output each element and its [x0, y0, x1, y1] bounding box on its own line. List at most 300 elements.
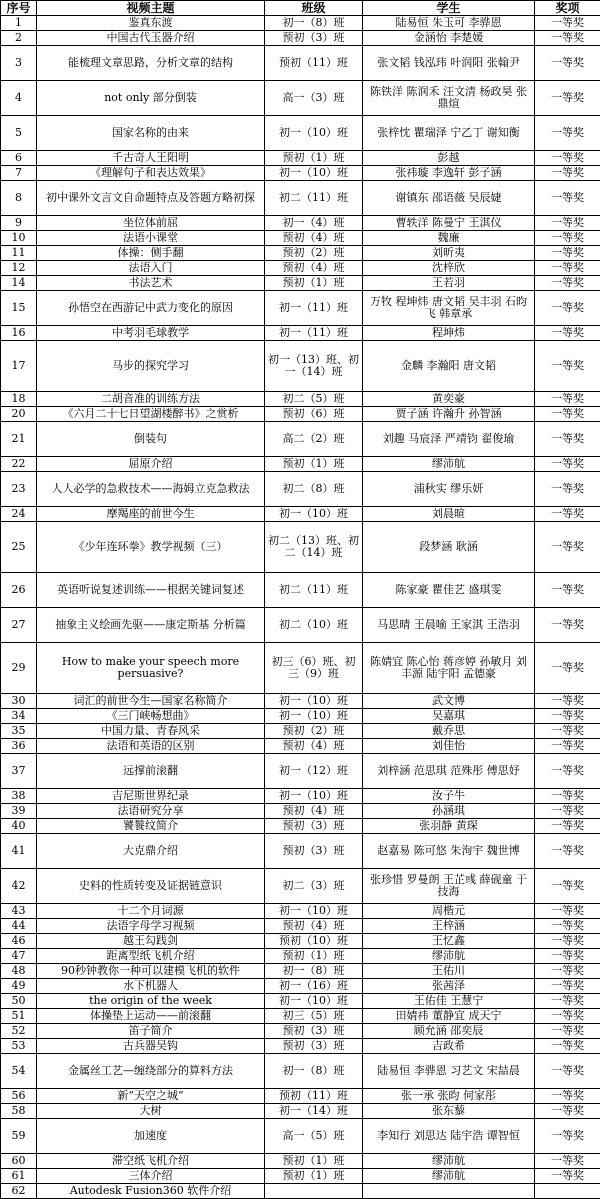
cell-topic: 能梳理文章思路，分析文章的结构	[37, 46, 265, 81]
table-row	[1, 789, 600, 804]
table-row	[1, 1119, 600, 1154]
cell-students: 吴嘉琪	[363, 709, 535, 724]
cell-class: 初一（10）班	[265, 507, 363, 522]
cell-no: 50	[1, 994, 37, 1009]
cell-students: 马思晴 王晨喻 王家淇 王浩羽	[363, 608, 535, 643]
cell-students: 顾允涵 邵奕辰	[363, 1024, 535, 1039]
cell-award: 一等奖	[535, 1054, 600, 1089]
cell-class: 初二（13）班、初二（14）班	[265, 522, 363, 573]
table-body	[1, 16, 600, 1199]
cell-students: 刘昕夷	[363, 246, 535, 261]
cell-class: 初一（8）班	[265, 1054, 363, 1089]
table-row	[1, 709, 600, 724]
cell-no: 24	[1, 507, 37, 522]
cell-no: 23	[1, 472, 37, 507]
cell-award: 一等奖	[535, 904, 600, 919]
cell-students: 张一承 张昀 何家彤	[363, 1089, 535, 1104]
cell-award: 一等奖	[535, 819, 600, 834]
cell-no: 15	[1, 291, 37, 326]
table-row	[1, 1089, 600, 1104]
cell-topic: 《少年连环拳》教学视频（三）	[37, 522, 265, 573]
cell-topic: 十二个月词源	[37, 904, 265, 919]
cell-no: 18	[1, 392, 37, 407]
cell-award: 一等奖	[535, 834, 600, 869]
cell-topic: 鉴真东渡	[37, 16, 265, 31]
cell-award: 一等奖	[535, 869, 600, 904]
cell-students: 金麟 李瀚阳 唐文韬	[363, 341, 535, 392]
cell-topic: 三体介绍	[37, 1169, 265, 1184]
cell-students: 张东藜	[363, 1104, 535, 1119]
cell-class: 预初（3）班	[265, 31, 363, 46]
table-row	[1, 261, 600, 276]
table-row	[1, 81, 600, 116]
cell-class: 预初（3）班	[265, 819, 363, 834]
table-row	[1, 834, 600, 869]
cell-students: 陆易恒 朱玉可 李骅恩	[363, 16, 535, 31]
cell-topic: 法语字母学习视频	[37, 919, 265, 934]
cell-award: 一等奖	[535, 1089, 600, 1104]
cell-topic: 中考羽毛球教学	[37, 326, 265, 341]
cell-students: 刘佳怡	[363, 739, 535, 754]
cell-no: 25	[1, 522, 37, 573]
table-row	[1, 216, 600, 231]
cell-class: 预初（3）班	[265, 834, 363, 869]
cell-students: 李知行 刘思达 陆宇浩 谭智恒	[363, 1119, 535, 1154]
table-row	[1, 1054, 600, 1089]
cell-award: 一等奖	[535, 739, 600, 754]
cell-students: 王佑佳 王慧宁	[363, 994, 535, 1009]
cell-topic: 中国古代玉器介绍	[37, 31, 265, 46]
cell-students: 贾子涵 许瀚升 孙智涵	[363, 407, 535, 422]
cell-students: 王忆鑫	[363, 934, 535, 949]
cell-topic: 倒装句	[37, 422, 265, 457]
cell-award: 一等奖	[535, 919, 600, 934]
cell-no: 39	[1, 804, 37, 819]
cell-no: 56	[1, 1089, 37, 1104]
cell-award: 一等奖	[535, 166, 600, 181]
cell-topic: 加速度	[37, 1119, 265, 1154]
cell-award: 一等奖	[535, 507, 600, 522]
cell-class: 高一（3）班	[265, 81, 363, 116]
cell-award: 一等奖	[535, 216, 600, 231]
table-row	[1, 422, 600, 457]
cell-class: 初三（6）班、初三（9）班	[265, 643, 363, 694]
cell-students: 张珍惜 罗曼朗 王芷彧 薛砚童 于技海	[363, 869, 535, 904]
cell-students: 曹轶洋 陈曼宁 王淇仪	[363, 216, 535, 231]
cell-students: 黄奕豪	[363, 392, 535, 407]
cell-students: 吉政希	[363, 1039, 535, 1054]
cell-topic: 《理解句子和表达效果》	[37, 166, 265, 181]
cell-topic: 史料的性质转变及证据链意识	[37, 869, 265, 904]
cell-award: 一等奖	[535, 31, 600, 46]
cell-topic: How to make your speech more persuasive?	[37, 643, 265, 694]
cell-class: 预初（1）班	[265, 949, 363, 964]
cell-class: 预初（11）班	[265, 46, 363, 81]
cell-no: 5	[1, 116, 37, 151]
cell-topic: 书法艺术	[37, 276, 265, 291]
table-row	[1, 964, 600, 979]
cell-no: 51	[1, 1009, 37, 1024]
table-row	[1, 16, 600, 31]
cell-no: 3	[1, 46, 37, 81]
cell-students: 陈家豪 瞿佳艺 盛琪雯	[363, 573, 535, 608]
cell-class: 高一（5）班	[265, 1119, 363, 1154]
cell-class: 初二（3）班	[265, 869, 363, 904]
cell-students: 缪沛航	[363, 1154, 535, 1169]
cell-class: 初一（14）班	[265, 1104, 363, 1119]
cell-class: 初二（10）班	[265, 608, 363, 643]
cell-class: 初一（10）班	[265, 789, 363, 804]
cell-award: 一等奖	[535, 246, 600, 261]
cell-topic: 马步的探究学习	[37, 341, 265, 392]
cell-no: 21	[1, 422, 37, 457]
cell-class: 初一（16）班	[265, 979, 363, 994]
table-row	[1, 1184, 600, 1199]
cell-class: 初一（10）班	[265, 694, 363, 709]
cell-topic: 远撑前滚翻	[37, 754, 265, 789]
cell-no: 36	[1, 739, 37, 754]
cell-students: 陈铁洋 陈润禾 汪文清 杨政昊 张鼎煊	[363, 81, 535, 116]
cell-students: 沈梓欣	[363, 261, 535, 276]
cell-topic: 法语入门	[37, 261, 265, 276]
table-row	[1, 116, 600, 151]
cell-students: 王梓涵	[363, 919, 535, 934]
cell-no: 10	[1, 231, 37, 246]
cell-topic: 距离型纸飞机介绍	[37, 949, 265, 964]
table-row	[1, 246, 600, 261]
cell-topic: 水下机器人	[37, 979, 265, 994]
cell-no: 30	[1, 694, 37, 709]
cell-class: 高二（2）班	[265, 422, 363, 457]
cell-no: 49	[1, 979, 37, 994]
table-row	[1, 31, 600, 46]
cell-award: 一等奖	[535, 754, 600, 789]
cell-award: 一等奖	[535, 81, 600, 116]
cell-no: 60	[1, 1154, 37, 1169]
table-row	[1, 291, 600, 326]
cell-award: 一等奖	[535, 407, 600, 422]
table-header-row	[1, 1, 600, 16]
cell-no: 40	[1, 819, 37, 834]
table-row	[1, 46, 600, 81]
cell-award: 一等奖	[535, 1009, 600, 1024]
cell-class: 预初（1）班	[265, 276, 363, 291]
cell-no: 53	[1, 1039, 37, 1054]
cell-award: 一等奖	[535, 964, 600, 979]
table-row	[1, 472, 600, 507]
cell-award: 一等奖	[535, 789, 600, 804]
cell-students: 刘梓涵 范思琪 范殊彤 傅思妤	[363, 754, 535, 789]
table-row	[1, 739, 600, 754]
table-row	[1, 643, 600, 694]
cell-topic: 吉尼斯世界纪录	[37, 789, 265, 804]
cell-no: 37	[1, 754, 37, 789]
table-row	[1, 1039, 600, 1054]
cell-award: 一等奖	[535, 16, 600, 31]
cell-class: 初一（4）班	[265, 216, 363, 231]
cell-students: 王若羽	[363, 276, 535, 291]
cell-award: 一等奖	[535, 724, 600, 739]
cell-class: 初一（10）班	[265, 116, 363, 151]
cell-no: 9	[1, 216, 37, 231]
table-row	[1, 1169, 600, 1184]
cell-award: 一等奖	[535, 181, 600, 216]
cell-award: 一等奖	[535, 608, 600, 643]
cell-topic: 初中课外文言文自命题特点及答题方略初探	[37, 181, 265, 216]
cell-no: 41	[1, 834, 37, 869]
cell-class: 初一（8）班	[265, 964, 363, 979]
cell-no: 27	[1, 608, 37, 643]
cell-students: 段梦涵 耿涵	[363, 522, 535, 573]
cell-class: 预初（4）班	[265, 231, 363, 246]
table-row	[1, 522, 600, 573]
cell-topic: 大树	[37, 1104, 265, 1119]
cell-class: 预初（1）班	[265, 1169, 363, 1184]
cell-class: 预初（3）班	[265, 1039, 363, 1054]
table-row	[1, 919, 600, 934]
cell-topic: 《六月二十七日望湖楼醉书》之赏析	[37, 407, 265, 422]
cell-topic: 英语听说复述训练——根据关键词复述	[37, 573, 265, 608]
header-students: 学生	[363, 1, 535, 16]
cell-no: 29	[1, 643, 37, 694]
cell-students: 周楷元	[363, 904, 535, 919]
cell-students: 张祎璇 李逸轩 彭子涵	[363, 166, 535, 181]
table-row	[1, 166, 600, 181]
table-row	[1, 608, 600, 643]
cell-topic: 法语研究分享	[37, 804, 265, 819]
cell-topic: 国家名称的由来	[37, 116, 265, 151]
cell-award: 一等奖	[535, 1024, 600, 1039]
cell-class: 预初（2）班	[265, 724, 363, 739]
cell-students: 孙涵琪	[363, 804, 535, 819]
cell-class: 初一（12）班	[265, 754, 363, 789]
cell-students: 魏廉	[363, 231, 535, 246]
cell-no: 42	[1, 869, 37, 904]
header-topic: 视频主题	[37, 1, 265, 16]
cell-award: 一等奖	[535, 804, 600, 819]
cell-class: 预初（11）班	[265, 1089, 363, 1104]
cell-topic: 饕餮纹简介	[37, 819, 265, 834]
cell-students: 张文韬 钱泓玮 叶润阳 张翰尹	[363, 46, 535, 81]
cell-class: 初一（11）班	[265, 291, 363, 326]
cell-no: 6	[1, 151, 37, 166]
cell-class: 预初（4）班	[265, 804, 363, 819]
cell-no: 14	[1, 276, 37, 291]
cell-award: 一等奖	[535, 573, 600, 608]
cell-award: 一等奖	[535, 709, 600, 724]
cell-topic: 摩羯座的前世今生	[37, 507, 265, 522]
cell-no: 34	[1, 709, 37, 724]
cell-award: 一等奖	[535, 46, 600, 81]
cell-students: 陈婧宜 陈心怡 蒋彦婷 孙敏月 刘丰源 陆宇阳 孟德豪	[363, 643, 535, 694]
cell-no: 58	[1, 1104, 37, 1119]
table-row	[1, 934, 600, 949]
cell-class: 初一（11）班	[265, 326, 363, 341]
cell-students: 张茜泽	[363, 979, 535, 994]
cell-students: 田婧祎 董静宜 成天宁	[363, 1009, 535, 1024]
table-row	[1, 392, 600, 407]
cell-award: 一等奖	[535, 934, 600, 949]
table-row	[1, 507, 600, 522]
table-row	[1, 341, 600, 392]
cell-no: 48	[1, 964, 37, 979]
cell-no: 22	[1, 457, 37, 472]
cell-no: 38	[1, 789, 37, 804]
cell-award	[535, 1184, 600, 1199]
cell-award: 一等奖	[535, 116, 600, 151]
table-row	[1, 1009, 600, 1024]
cell-award: 一等奖	[535, 1039, 600, 1054]
cell-no: 54	[1, 1054, 37, 1089]
table-row	[1, 457, 600, 472]
cell-students	[363, 1184, 535, 1199]
cell-students: 谢镇东 邵语薇 吴辰婕	[363, 181, 535, 216]
cell-class: 预初（1）班	[265, 151, 363, 166]
table-row	[1, 869, 600, 904]
cell-topic: 法语和英语的区别	[37, 739, 265, 754]
cell-award: 一等奖	[535, 1119, 600, 1154]
cell-award: 一等奖	[535, 1169, 600, 1184]
cell-topic: 体操垫上运动——前滚翻	[37, 1009, 265, 1024]
cell-topic: 越王勾践剑	[37, 934, 265, 949]
cell-no: 8	[1, 181, 37, 216]
cell-no: 16	[1, 326, 37, 341]
cell-topic: 法语小课堂	[37, 231, 265, 246]
cell-class: 预初（2）班	[265, 246, 363, 261]
cell-topic: 滞空纸飞机介绍	[37, 1154, 265, 1169]
cell-class: 初三（5）班	[265, 1009, 363, 1024]
cell-students: 程坤炜	[363, 326, 535, 341]
cell-award: 一等奖	[535, 457, 600, 472]
cell-class: 初一（10）班	[265, 994, 363, 1009]
cell-class: 初一（10）班	[265, 166, 363, 181]
cell-no: 20	[1, 407, 37, 422]
cell-topic: 千古奇人王阳明	[37, 151, 265, 166]
cell-award: 一等奖	[535, 949, 600, 964]
cell-students: 戴乔思	[363, 724, 535, 739]
cell-students: 彭越	[363, 151, 535, 166]
cell-award: 一等奖	[535, 326, 600, 341]
cell-no: 12	[1, 261, 37, 276]
cell-topic: 《三门峡畅想曲》	[37, 709, 265, 724]
table-row	[1, 1154, 600, 1169]
cell-class: 初一（8）班	[265, 16, 363, 31]
cell-topic: 新“天空之城”	[37, 1089, 265, 1104]
cell-no: 61	[1, 1169, 37, 1184]
cell-award: 一等奖	[535, 261, 600, 276]
cell-no: 26	[1, 573, 37, 608]
cell-class: 预初（4）班	[265, 261, 363, 276]
cell-award: 一等奖	[535, 472, 600, 507]
cell-class: 预初（1）班	[265, 457, 363, 472]
cell-students: 缪沛航	[363, 457, 535, 472]
cell-class: 初二（11）班	[265, 181, 363, 216]
table-row	[1, 949, 600, 964]
cell-award: 一等奖	[535, 392, 600, 407]
cell-students: 陆易恒 李骅恩 习艺文 宋喆晨	[363, 1054, 535, 1089]
table-row	[1, 407, 600, 422]
cell-class: 初一（10）班	[265, 709, 363, 724]
cell-topic: 金属丝工艺—缠绕部分的算料方法	[37, 1054, 265, 1089]
cell-no: 59	[1, 1119, 37, 1154]
cell-award: 一等奖	[535, 1104, 600, 1119]
cell-class: 初一（13）班、初一（14）班	[265, 341, 363, 392]
cell-award: 一等奖	[535, 694, 600, 709]
cell-topic: 抽象主义绘画先驱——康定斯基 分析篇	[37, 608, 265, 643]
cell-no: 35	[1, 724, 37, 739]
table-row	[1, 231, 600, 246]
cell-students: 刘趣 马宸泽 严靖钧 翟俊瑜	[363, 422, 535, 457]
cell-class: 预初（4）班	[265, 739, 363, 754]
cell-award: 一等奖	[535, 151, 600, 166]
cell-topic: the origin of the week	[37, 994, 265, 1009]
cell-class: 初一（10）班	[265, 904, 363, 919]
cell-topic: 屈原介绍	[37, 457, 265, 472]
cell-award: 一等奖	[535, 1154, 600, 1169]
cell-class: 预初（3）班	[265, 1024, 363, 1039]
cell-students: 张梓忱 瞿瑞泽 宁乙丁 谢知衡	[363, 116, 535, 151]
cell-students: 缪沛航	[363, 949, 535, 964]
cell-class	[265, 1184, 363, 1199]
cell-class: 初二（8）班	[265, 472, 363, 507]
table-row	[1, 151, 600, 166]
cell-no: 7	[1, 166, 37, 181]
table-row	[1, 326, 600, 341]
cell-award: 一等奖	[535, 276, 600, 291]
header-no: 序号	[1, 1, 37, 16]
table-row	[1, 694, 600, 709]
table-row	[1, 819, 600, 834]
header-class: 班级	[265, 1, 363, 16]
cell-class: 预初（4）班	[265, 919, 363, 934]
cell-class: 预初（1）班	[265, 1154, 363, 1169]
cell-no: 4	[1, 81, 37, 116]
cell-class: 预初（6）班	[265, 407, 363, 422]
cell-students: 汝子牛	[363, 789, 535, 804]
cell-topic: 大克鼎介绍	[37, 834, 265, 869]
cell-students: 金涵怡 李楚媛	[363, 31, 535, 46]
cell-topic: 人人必学的急救技术——海姆立克急救法	[37, 472, 265, 507]
cell-topic: 笛子简介	[37, 1024, 265, 1039]
cell-class: 初二（11）班	[265, 573, 363, 608]
table-row	[1, 573, 600, 608]
cell-no: 52	[1, 1024, 37, 1039]
cell-topic: 古兵器吴钩	[37, 1039, 265, 1054]
table-row	[1, 904, 600, 919]
table-row	[1, 1024, 600, 1039]
cell-class: 初二（5）班	[265, 392, 363, 407]
cell-award: 一等奖	[535, 643, 600, 694]
cell-no: 62	[1, 1184, 37, 1199]
cell-topic: Autodesk Fusion360 软件介绍	[37, 1184, 265, 1199]
header-award: 奖项	[535, 1, 600, 16]
cell-no: 47	[1, 949, 37, 964]
cell-award: 一等奖	[535, 422, 600, 457]
cell-award: 一等奖	[535, 522, 600, 573]
cell-students: 缪沛航	[363, 1169, 535, 1184]
cell-no: 46	[1, 934, 37, 949]
table-row	[1, 754, 600, 789]
table-row	[1, 979, 600, 994]
table-row	[1, 1104, 600, 1119]
cell-no: 11	[1, 246, 37, 261]
cell-no: 2	[1, 31, 37, 46]
cell-no: 1	[1, 16, 37, 31]
cell-topic: not only 部分倒装	[37, 81, 265, 116]
table-row	[1, 276, 600, 291]
cell-no: 17	[1, 341, 37, 392]
cell-students: 赵嘉易 陈可悠 朱洵宇 魏世博	[363, 834, 535, 869]
